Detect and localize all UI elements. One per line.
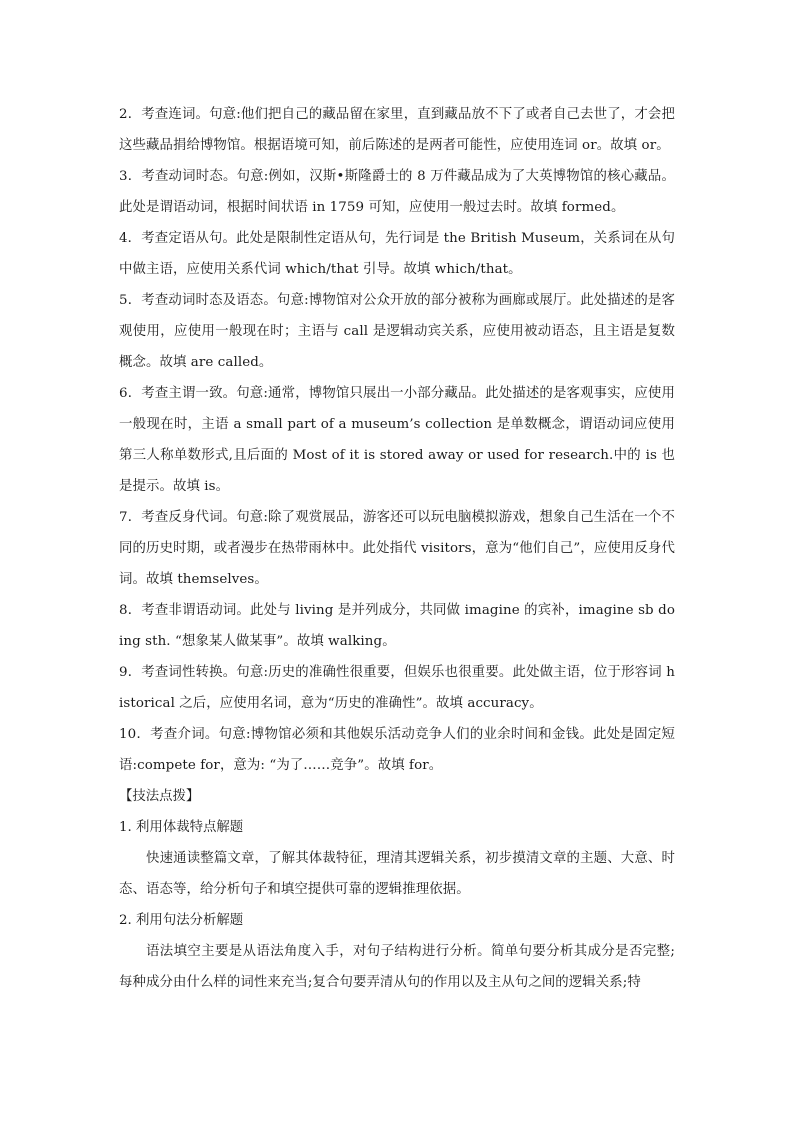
tip2-title: 2. 利用句法分析解题 [119, 913, 244, 928]
answer-item-5: 5．考查动词时态及语态。句意:博物馆对公众开放的部分被称为画廊或展厅。此处描述的是客观使用，应使用一般现在时；主语与 call 是逻辑动宾关系，应使用被动语态，且主语是复数概念。故填 are called。 [119, 293, 675, 370]
answer-item-10: 10．考查介词。句意:博物馆必须和其他娱乐活动竞争人们的业余时间和金钱。此处是固定短语:compete for，意为: “为了……竞争”。故填 for。 [119, 727, 675, 773]
tip1-body: 快速通读整篇文章，了解其体裁特征，理清其逻辑关系，初步摸清文章的主题、大意、时态、语态等，给分析句子和填空提供可靠的逻辑推理依据。 [119, 851, 675, 897]
document-page [119, 99, 675, 998]
answer-item-9: 9．考查词性转换。句意:历史的准确性很重要，但娱乐也很重要。此处做主语，位于形容词 historical 之后，应使用名词，意为“历史的准确性”。故填 accuracy。 [119, 665, 675, 711]
answer-item-8: 8．考查非谓语动词。此处与 living 是并列成分，共同做 imagine 的宾补，imagine sb doing sth. “想象某人做某事”。故填 walking。 [119, 603, 675, 649]
answer-item-3: 3．考查动词时态。句意:例如，汉斯•斯隆爵士的 8 万件藏品成为了大英博物馆的核心藏品。此处是谓语动词，根据时间状语 in 1759 可知，应使用一般过去时。故填 formed。 [119, 169, 675, 215]
answer-item-7: 7．考查反身代词。句意:除了观赏展品，游客还可以玩电脑模拟游戏，想象自己生活在一个不同的历史时期，或者漫步在热带雨林中。此处指代 visitors，意为“他们自己”，应使用反身代词。故填 themselves。 [119, 510, 675, 587]
tips-heading: 【技法点拨】 [119, 789, 200, 804]
answer-item-6: 6．考查主谓一致。句意:通常，博物馆只展出一小部分藏品。此处描述的是客观事实，应使用一般现在时，主语 a small part of a museum’s collection 是单数概念，谓语动词应使用第三人称单数形式,且后面的 Most of it is stored away or used for research.中的 is 也是提示。故填 is。 [119, 386, 675, 494]
tip2-body: 语法填空主要是从语法角度入手，对句子结构进行分析。简单句要分析其成分是否完整;每种成分由什么样的词性来充当;复合句要弄清从句的作用以及主从句之间的逻辑关系;特 [119, 944, 675, 990]
answer-item-4: 4．考查定语从句。此处是限制性定语从句，先行词是 the British Museum，关系词在从句中做主语，应使用关系代词 which/that 引导。故填 which/that。 [119, 231, 675, 277]
answer-item-2: 2．考查连词。句意:他们把自己的藏品留在家里，直到藏品放不下了或者自己去世了，才会把这些藏品捐给博物馆。根据语境可知，前后陈述的是两者可能性，应使用连词 or。故填 or。 [119, 107, 675, 153]
tip1-title: 1. 利用体裁特点解题 [119, 820, 244, 835]
